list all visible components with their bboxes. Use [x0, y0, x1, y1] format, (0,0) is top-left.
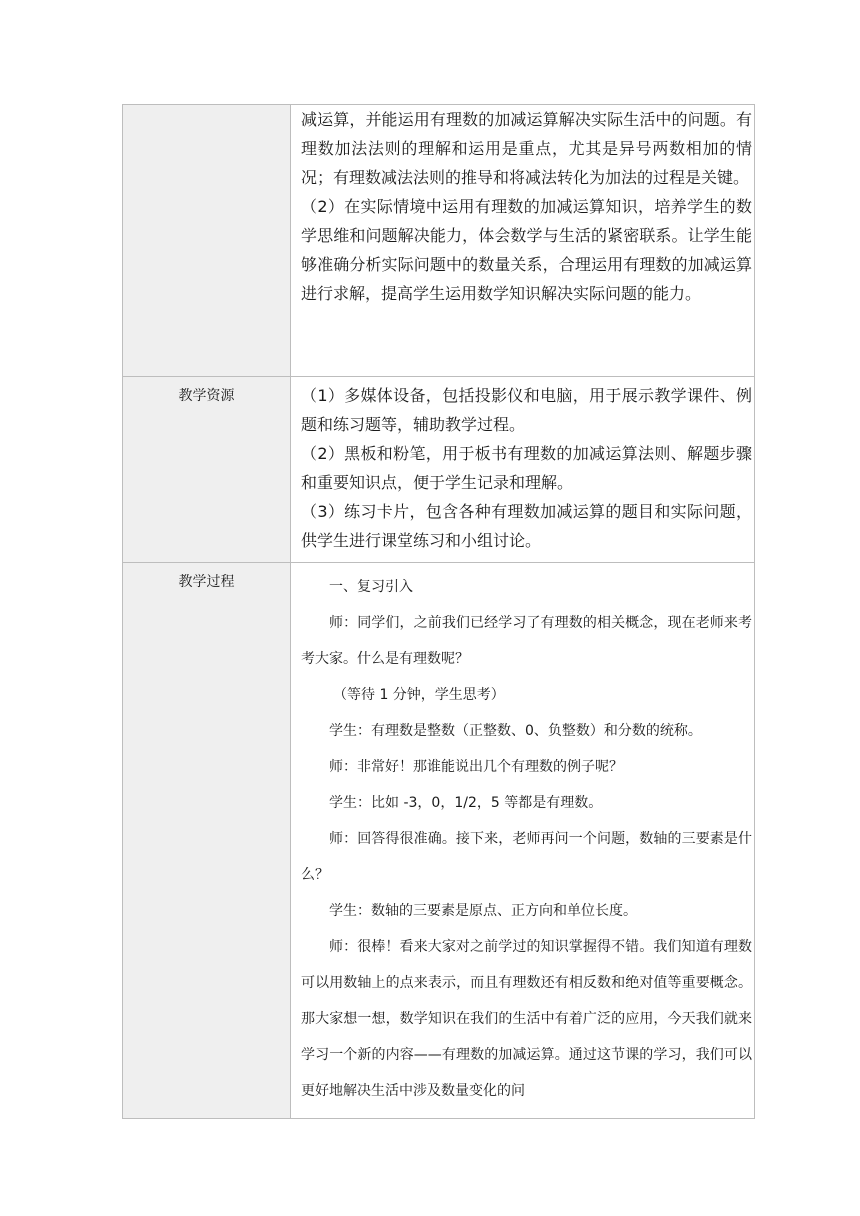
table-row-objectives [123, 105, 755, 377]
process-section-heading: 一、复习引入 [329, 579, 413, 595]
dialogue-line: 师：回答得很准确。接下来，老师再问一个问题，数轴的三要素是什么？ [301, 831, 752, 883]
dialogue-line: 学生：数轴的三要素是原点、正方向和单位长度。 [329, 903, 637, 919]
resources-content [291, 377, 755, 563]
row-label-process: 教学过程 [123, 563, 291, 1119]
dialogue-line: 师：非常好！那谁能说出几个有理数的例子呢？ [329, 759, 623, 775]
dialogue-line: 师：很棒！看来大家对之前学过的知识掌握得不错。我们知道有理数可以用数轴上的点来表示，而且有理数还有相反数和绝对值等重要概念。那大家想一想，数学知识在我们的生活中有着广泛的应用，今天我们就来学习一个新的内容——有理数的加减运算。通过这节课的学习，我们可以更好地解决生活中涉及数量变化的问 [301, 939, 752, 1099]
objectives-paragraph-2: （2）在实际情境中运用有理数的加减运算知识，培养学生的数学思维和问题解决能力，体会数学与生活的紧密联系。让学生能够准确分析实际问题中的数量关系，合理运用有理数的加减运算进行求解，提高学生运用数学知识解决实际问题的能力。 [301, 197, 752, 303]
process-content [291, 563, 755, 1119]
lesson-plan-table [122, 104, 755, 1119]
resource-item-2: （2）黑板和粉笔，用于板书有理数的加减运算法则、解题步骤和重要知识点，便于学生记录和理解。 [301, 444, 752, 492]
table-row-resources [123, 377, 755, 563]
stage-direction: （等待 1 分钟，学生思考） [333, 687, 505, 703]
resource-item-3: （3）练习卡片，包含各种有理数加减运算的题目和实际问题，供学生进行课堂练习和小组讨论。 [301, 502, 752, 550]
dialogue-line: 学生：比如 -3，0，1/2，5 等都是有理数。 [329, 795, 603, 811]
row-label-resources: 教学资源 [123, 377, 291, 563]
resource-item-1: （1）多媒体设备，包括投影仪和电脑，用于展示教学课件、例题和练习题等，辅助教学过程。 [301, 386, 752, 434]
dialogue-line: 师：同学们，之前我们已经学习了有理数的相关概念，现在老师来考考大家。什么是有理数呢？ [301, 615, 752, 667]
dialogue-line: 学生：有理数是整数（正整数、0、负整数）和分数的统称。 [329, 723, 702, 739]
objectives-paragraph-1: 减运算，并能运用有理数的加减运算解决实际生活中的问题。有理数加法法则的理解和运用是重点，尤其是异号两数相加的情况；有理数减法法则的推导和将减法转化为加法的过程是关键。 [301, 110, 752, 187]
table-row-process [123, 563, 755, 1119]
objectives-content [291, 105, 755, 377]
row-label-empty [123, 105, 291, 377]
